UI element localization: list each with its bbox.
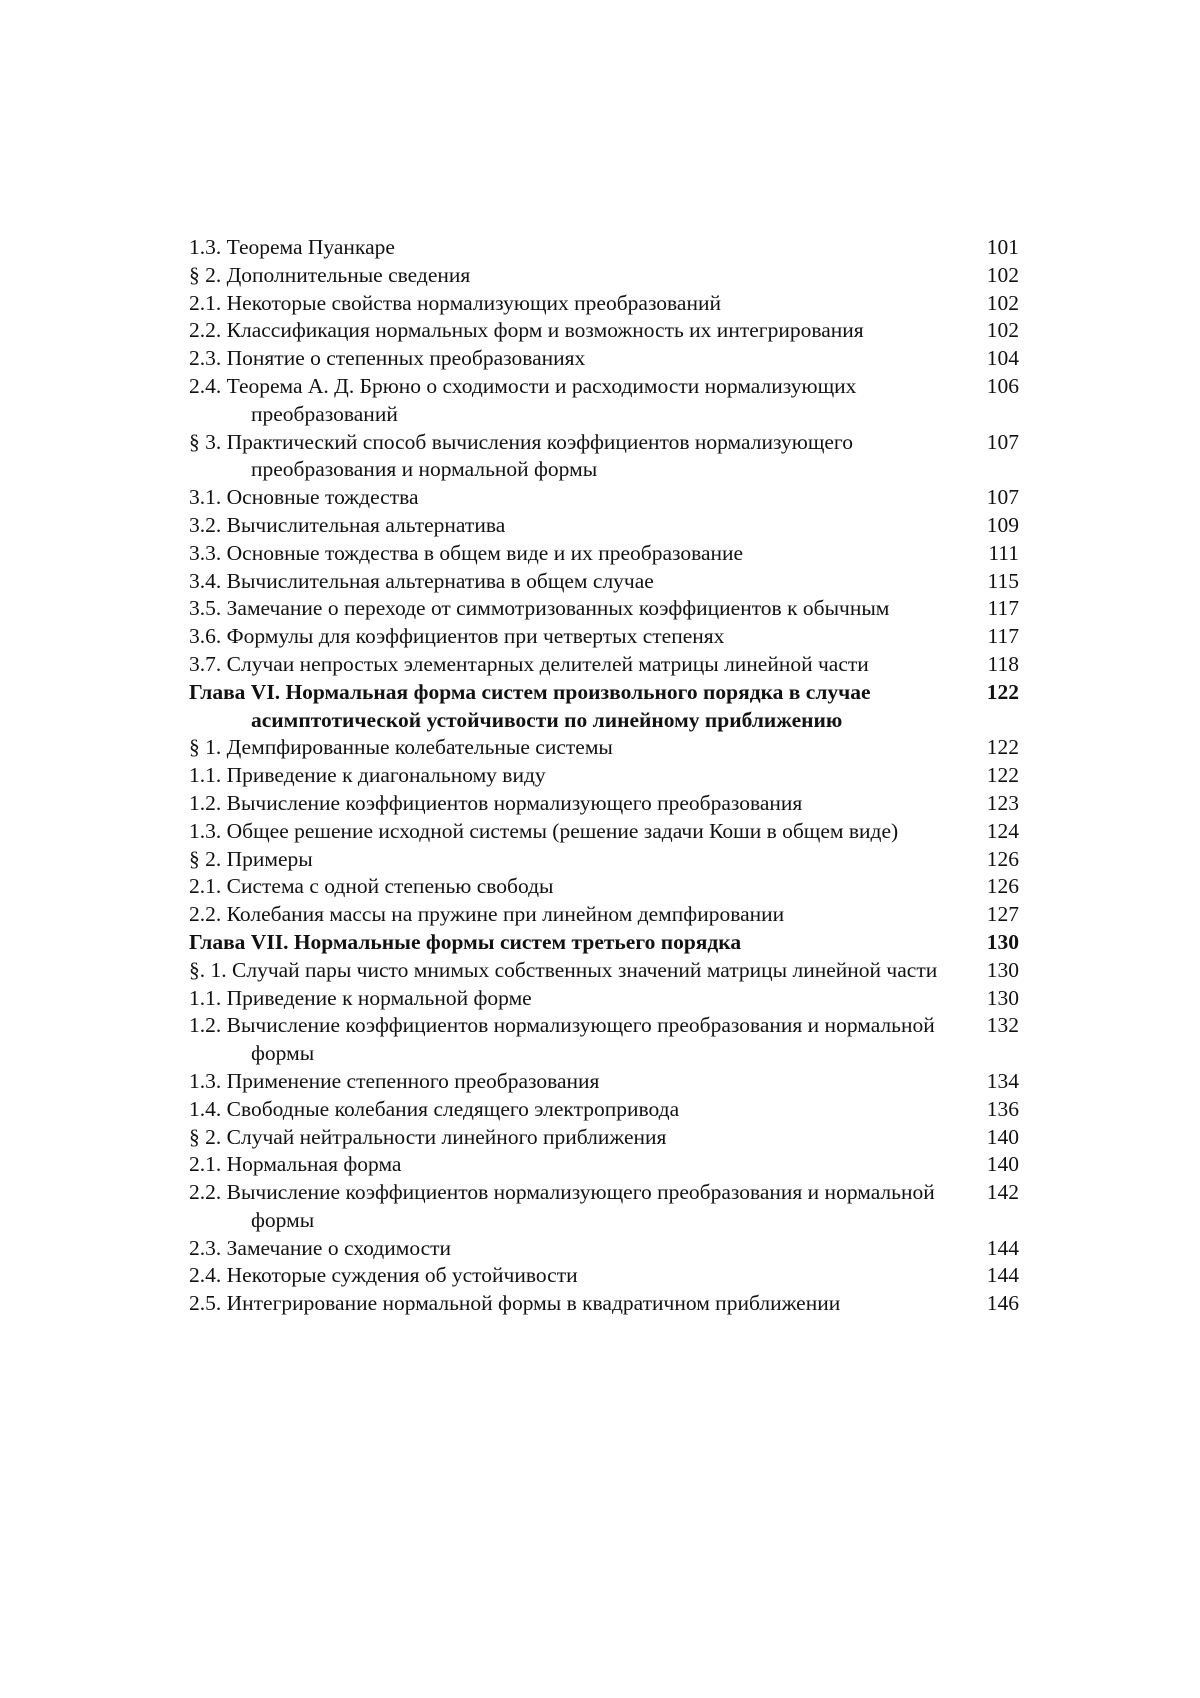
toc-entry: [189, 1012, 1019, 1068]
toc-page-number: 122: [986, 763, 1019, 788]
toc-entry-title: §. 1. Случай пары чисто мнимых собственных значений матрицы линейной части: [189, 957, 938, 982]
toc-entry: [189, 790, 1019, 818]
toc-page-number: 126: [986, 874, 1019, 899]
toc-entry: [189, 734, 1019, 762]
toc-page-number: 107: [986, 485, 1019, 510]
toc-entry: [189, 540, 1019, 568]
toc-entry: [189, 1235, 1019, 1263]
toc-entry: [189, 429, 1019, 485]
toc-entry: [189, 262, 1019, 290]
toc-page-number: 144: [986, 1235, 1019, 1260]
toc-page-number: 107: [986, 429, 1019, 454]
toc-entry: [189, 1151, 1019, 1179]
toc-entry: [189, 818, 1019, 846]
toc-entry-title: 1.3. Теорема Пуанкаре: [189, 235, 395, 259]
toc-page-number: 117: [987, 624, 1019, 649]
toc-entry-title: 1.2. Вычисление коэффициентов нормализующего преобразования: [189, 790, 803, 815]
toc-entry-title: 2.4. Теорема А. Д. Брюно о сходимости и расходимости нормализующих преобразований: [189, 373, 857, 426]
toc-entry-title: 3.2. Вычислительная альтернатива: [189, 512, 506, 537]
toc-page-number: 126: [986, 846, 1019, 871]
toc-page-number: 117: [987, 596, 1019, 621]
toc-page-number: 124: [986, 818, 1019, 843]
toc-chapter-entry: [189, 679, 1019, 735]
toc-page-number: 122: [986, 679, 1019, 704]
toc-entry-title: 2.2. Колебания массы на пружине при линейном демпфировании: [189, 902, 785, 927]
toc-entry-title: 2.4. Некоторые суждения об устойчивости: [189, 1263, 578, 1288]
toc-entry-title: 2.3. Понятие о степенных преобразованиях: [189, 346, 586, 371]
toc-entry-title: 1.3. Общее решение исходной системы (решение задачи Коши в общем виде): [189, 818, 899, 843]
toc-page-number: 109: [986, 512, 1019, 537]
toc-page-number: 140: [986, 1124, 1019, 1149]
toc-entry: [189, 1179, 1019, 1235]
toc-entry-title: § 3. Практический способ вычисления коэффициентов нормализующего преобразования и нормальной формы: [189, 429, 853, 482]
toc-entry-title: § 2. Дополнительные сведения: [189, 262, 471, 287]
toc-entry-title: § 2. Случай нейтральности линейного приближения: [189, 1124, 667, 1149]
toc-entry-title: 2.2. Вычисление коэффициентов нормализующего преобразования и нормальной формы: [189, 1180, 935, 1232]
toc-entry-title: 2.2. Классификация нормальных форм и возможность их интегрирования: [189, 318, 864, 343]
toc-entry: [189, 873, 1019, 901]
toc-entry: [189, 901, 1019, 929]
toc-entry: [189, 512, 1019, 540]
toc-page-number: 136: [986, 1096, 1019, 1121]
toc-page-number: 130: [986, 957, 1019, 982]
toc-page-number: 115: [987, 568, 1019, 593]
toc-entry: [189, 623, 1019, 651]
toc-page-number: 144: [986, 1263, 1019, 1288]
toc-entry-title: 2.1. Система с одной степенью свободы: [189, 874, 554, 899]
toc-page-number: 101: [986, 235, 1019, 259]
toc-entry-title: 1.2. Вычисление коэффициентов нормализующего преобразования и нормальной формы: [189, 1013, 935, 1066]
toc-page-number: 130: [986, 929, 1019, 954]
table-of-contents: [189, 234, 1019, 1318]
toc-entry-title: 3.1. Основные тождества: [189, 485, 419, 510]
toc-entry: [189, 651, 1019, 679]
toc-entry: [189, 345, 1019, 373]
toc-entry: [189, 1096, 1019, 1124]
toc-page-number: 111: [988, 540, 1019, 565]
toc-entry: [189, 1124, 1019, 1152]
toc-entry-title: 3.3. Основные тождества в общем виде и их преобразование: [189, 540, 744, 565]
toc-entry-title: 3.7. Случаи непростых элементарных делителей матрицы линейной части: [189, 651, 869, 676]
toc-entry-title: 3.5. Замечание о переходе от симмотризованных коэффициентов к обычным: [189, 596, 890, 621]
toc-entry: [189, 290, 1019, 318]
toc-entry-title: 1.1. Приведение к диагональному виду: [189, 763, 546, 788]
toc-entry: [189, 1262, 1019, 1290]
toc-page-number: 142: [986, 1180, 1019, 1205]
toc-entry: [189, 234, 1019, 262]
toc-page-number: 123: [986, 790, 1019, 815]
toc-entry-title: 1.3. Применение степенного преобразования: [189, 1068, 600, 1093]
toc-entry-title: 2.3. Замечание о сходимости: [189, 1235, 452, 1260]
toc-entry-title: 3.6. Формулы для коэффициентов при четвертых степенях: [189, 624, 725, 649]
toc-entry: [189, 595, 1019, 623]
toc-page-number: 102: [986, 318, 1019, 343]
toc-entry-title: § 1. Демпфированные колебательные системы: [189, 735, 613, 760]
toc-chapter-entry: [189, 929, 1019, 957]
toc-entry: [189, 484, 1019, 512]
toc-page-number: 102: [986, 262, 1019, 287]
toc-entry-title: 2.1. Нормальная форма: [189, 1152, 402, 1177]
toc-entry-title: 1.1. Приведение к нормальной форме: [189, 985, 532, 1010]
toc-entry-title: 1.4. Свободные колебания следящего электропривода: [189, 1096, 680, 1121]
toc-page-number: 106: [986, 373, 1019, 398]
toc-entry-title: 2.5. Интегрирование нормальной формы в квадратичном приближении: [189, 1291, 841, 1316]
toc-entry-title: 3.4. Вычислительная альтернатива в общем случае: [189, 568, 654, 593]
toc-entry: [189, 846, 1019, 874]
toc-entry: [189, 985, 1019, 1013]
toc-entry-title: Глава VI. Нормальная форма систем произвольного порядка в случае асимптотической устойчивости по линейному приближению: [189, 679, 871, 732]
toc-page-number: 132: [986, 1013, 1019, 1038]
toc-page-number: 140: [986, 1152, 1019, 1177]
toc-entry: [189, 1068, 1019, 1096]
toc-page-number: 127: [986, 902, 1019, 927]
toc-page-number: 146: [986, 1291, 1019, 1316]
toc-entry-title: Глава VII. Нормальные формы систем третьего порядка: [189, 929, 742, 954]
toc-page-number: 102: [986, 290, 1019, 315]
toc-entry: [189, 1290, 1019, 1318]
toc-entry-title: § 2. Примеры: [189, 846, 313, 871]
toc-entry: [189, 762, 1019, 790]
toc-page-number: 134: [986, 1068, 1019, 1093]
toc-entry: [189, 568, 1019, 596]
toc-page-number: 130: [986, 985, 1019, 1010]
toc-page-number: 122: [986, 735, 1019, 760]
toc-page-number: 104: [986, 346, 1019, 371]
toc-entry-title: 2.1. Некоторые свойства нормализующих преобразований: [189, 290, 721, 315]
toc-entry: [189, 317, 1019, 345]
toc-entry: [189, 373, 1019, 429]
toc-page-number: 118: [987, 651, 1019, 676]
toc-entry: [189, 957, 1019, 985]
